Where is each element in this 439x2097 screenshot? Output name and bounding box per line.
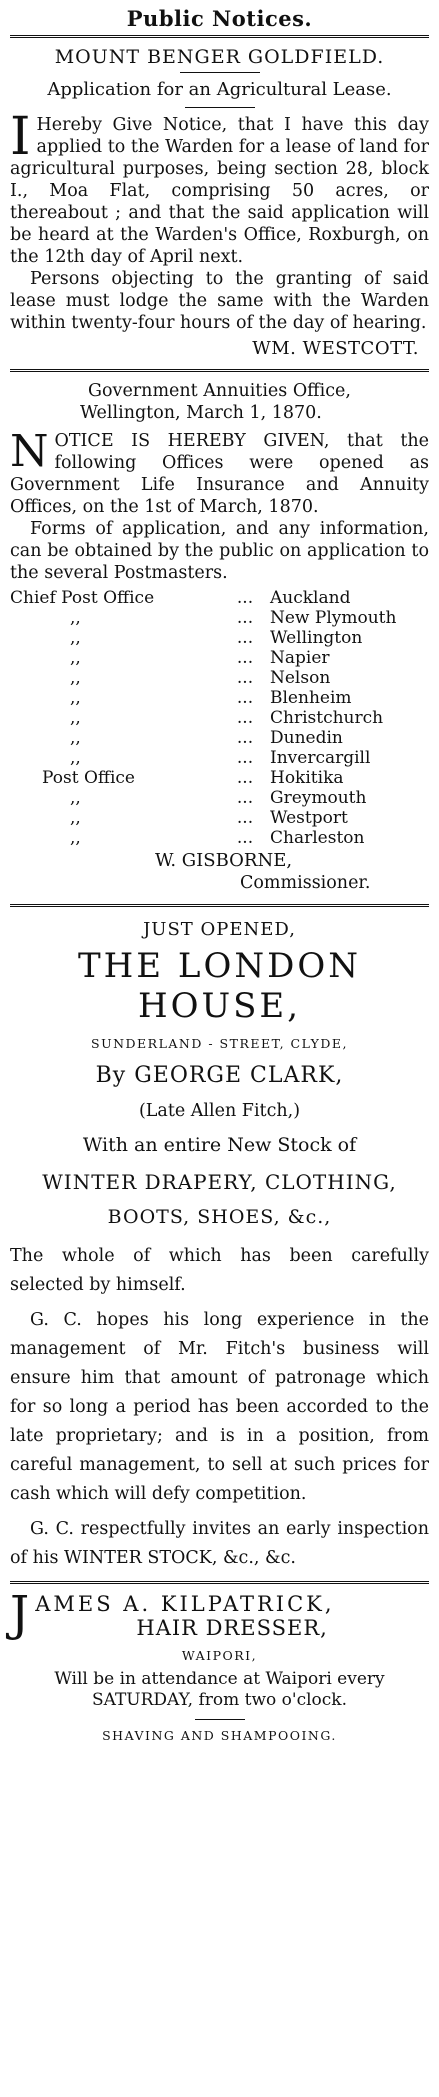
shop-address: SUNDERLAND - STREET, CLYDE, (91, 1036, 348, 1051)
hairdresser-header (10, 1586, 429, 1642)
leader-dots: ... (236, 608, 254, 628)
town-name: Wellington (270, 628, 363, 648)
office-type: Post Office (42, 768, 135, 788)
office-type: ,, (70, 828, 81, 848)
leader-dots: ... (236, 668, 254, 688)
office-type: ,, (70, 728, 81, 748)
dateline-2: Wellington, March 1, 1870. (80, 403, 322, 423)
leader-dots: ... (236, 648, 254, 668)
office-type: ,, (70, 748, 81, 768)
town-name: Christchurch (270, 708, 384, 728)
hairdresser-place: WAIPORI, (181, 1648, 258, 1663)
notice-body-text: Hereby Give Notice, that I have this day applied to the Warden for a lease of land for agricultural purposes, being section 28, block I., Moa Flat, comprising 50 acres, or thereabout ; and that the said application will be heard at the Warden's Office, Roxburgh, on the 12th day of April next. (10, 115, 429, 267)
town-name: Napier (270, 648, 330, 668)
town-name: Westport (270, 808, 348, 828)
signature: WM. WESTCOTT. (252, 338, 419, 359)
leader-dots: ... (236, 788, 254, 808)
office-type: ,, (70, 788, 81, 808)
hairdresser-body: Will be in attendance at Waipori every SATURDAY, from two o'clock. (54, 1669, 385, 1710)
signature: W. GISBORNE, (155, 850, 293, 871)
table-row (10, 768, 429, 788)
table-row (10, 708, 429, 728)
divider (10, 369, 429, 372)
section-header: Public Notices. (126, 6, 313, 31)
just-opened: JUST OPENED, (143, 919, 296, 940)
notice-title: MOUNT BENGER GOLDFIELD. (54, 46, 385, 68)
leader-dots: ... (236, 808, 254, 828)
town-name: New Plymouth (270, 608, 397, 628)
drop-cap: I (10, 107, 31, 167)
notice-subtitle: Application for an Agricultural Lease. (47, 79, 392, 100)
signature-title: Commissioner. (240, 873, 371, 893)
table-row (10, 588, 429, 608)
office-type: ,, (70, 668, 81, 688)
office-type: ,, (70, 808, 81, 828)
divider (10, 1581, 429, 1584)
office-type: ,, (70, 688, 81, 708)
late-owner: (Late Allen Fitch,) (138, 1101, 301, 1121)
table-row (10, 688, 429, 708)
leader-dots: ... (236, 828, 254, 848)
divider (10, 904, 429, 907)
shop-body-3: G. C. respectfully invites an early inspection of his WINTER STOCK, &c., &c. (10, 1519, 429, 1568)
town-name: Dunedin (270, 728, 343, 748)
office-type: ,, (70, 628, 81, 648)
table-row (10, 648, 429, 668)
leader-dots: ... (236, 748, 254, 768)
table-row (10, 808, 429, 828)
town-name: Invercargill (270, 748, 371, 768)
notice-body-2: Forms of application, and any information, can be obtained by the public on application to the several Postmasters. (10, 519, 429, 583)
town-name: Auckland (270, 588, 351, 608)
town-name: Nelson (270, 668, 331, 688)
leader-dots: ... (236, 768, 254, 788)
shop-title: THE LONDON HOUSE, (77, 946, 362, 1026)
leader-dots: ... (236, 588, 254, 608)
newspaper-page (0, 6, 439, 2097)
leader-dots: ... (236, 688, 254, 708)
hairdresser-footer: SHAVING AND SHAMPOOING. (102, 1728, 337, 1743)
shop-body-1: The whole of which has been carefully selected by himself. (10, 1246, 429, 1295)
goods-line-1: WINTER DRAPERY, CLOTHING, (42, 1170, 397, 1194)
notice-annuities (10, 380, 429, 894)
table-row (10, 748, 429, 768)
notice-hairdresser (10, 1586, 429, 1743)
goods-line-2: BOOTS, SHOES, &c., (107, 1206, 332, 1228)
proprietor: By GEORGE CLARK, (95, 1063, 344, 1088)
office-type: ,, (70, 648, 81, 668)
office-type: ,, (70, 708, 81, 728)
table-row (10, 788, 429, 808)
short-rule (185, 107, 255, 108)
notice-body-text: OTICE IS HEREBY GIVEN, that the following Offices were opened as Government Life Insurance and Annuity Offices, on the 1st of March, 1870. (10, 431, 429, 517)
notice-body (10, 107, 429, 268)
table-row (10, 608, 429, 628)
notice-body (10, 426, 429, 518)
table-row (10, 828, 429, 848)
leader-dots: ... (236, 708, 254, 728)
dateline-1: Government Annuities Office, (88, 381, 351, 401)
notice-body-2: Persons objecting to the granting of said lease must lodge the same with the Warden within twenty-four hours of the day of hearing. (10, 269, 429, 333)
table-row (10, 628, 429, 648)
notice-mount-benger (10, 46, 429, 359)
office-type: Chief Post Office (10, 588, 155, 608)
office-type: ,, (70, 608, 81, 628)
notice-london-house (10, 919, 429, 1573)
short-rule (195, 1719, 245, 1720)
short-rule (180, 72, 260, 73)
drop-cap: J (10, 1586, 30, 1642)
hairdresser-name: AMES A. KILPATRICK, (35, 1592, 335, 1616)
town-name: Hokitika (270, 768, 344, 788)
divider (10, 35, 429, 38)
town-name: Charleston (270, 828, 365, 848)
post-office-table (10, 588, 429, 848)
shop-body-2: G. C. hopes his long experience in the management of Mr. Fitch's business will ensure him that amount of patronage which for so long a period has been accorded to the late proprietary; and is in a position, from careful management, to sell at such prices for cash which will defy competition. (10, 1310, 429, 1504)
leader-dots: ... (236, 628, 254, 648)
table-row (10, 668, 429, 688)
stock-line: With an entire New Stock of (82, 1134, 357, 1156)
hairdresser-trade: HAIR DRESSER, (136, 1616, 328, 1640)
table-row (10, 728, 429, 748)
leader-dots: ... (236, 728, 254, 748)
town-name: Greymouth (270, 788, 367, 808)
town-name: Blenheim (270, 688, 352, 708)
drop-cap: N (10, 426, 49, 477)
